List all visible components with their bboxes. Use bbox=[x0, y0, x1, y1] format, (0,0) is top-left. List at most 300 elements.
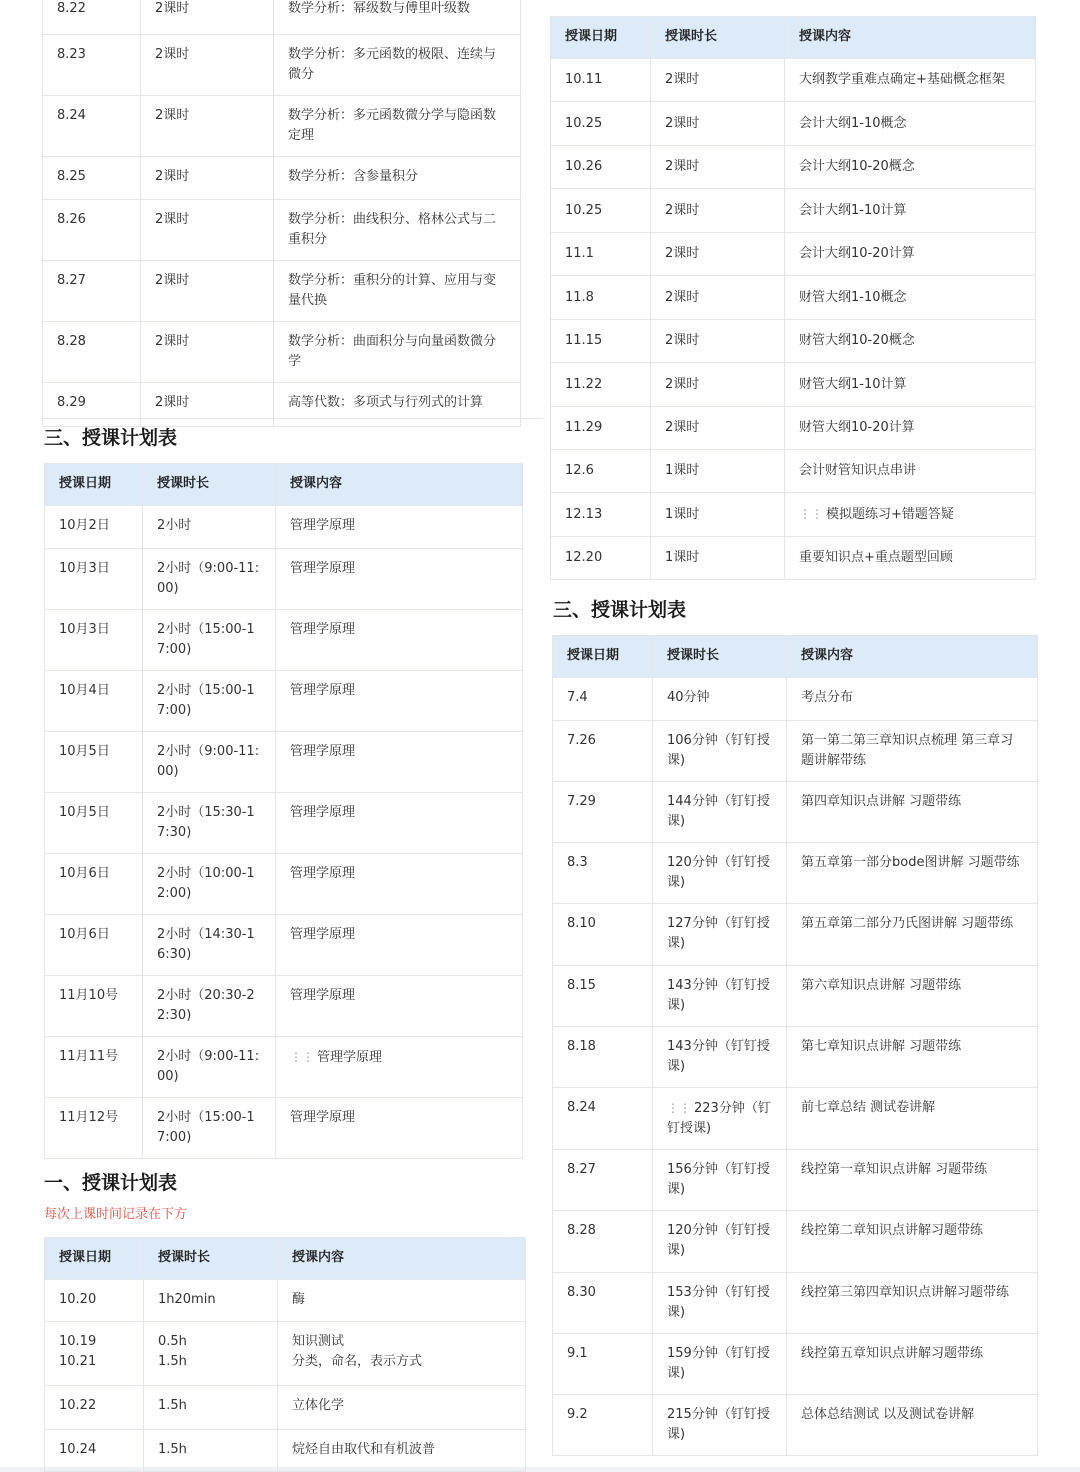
cell-content bbox=[785, 233, 1036, 276]
cell-text: 1课时 bbox=[665, 550, 700, 565]
table-row bbox=[553, 1150, 1038, 1211]
cell-text: 2课时 bbox=[155, 212, 190, 227]
cell-text: 总体总结测试 以及测试卷讲解 bbox=[801, 1407, 975, 1422]
cell-text: 分类，命名，表示方式 bbox=[292, 1354, 423, 1369]
cell-hours bbox=[653, 1150, 787, 1211]
cell-text: 数学分析：曲面积分与向量函数微分学 bbox=[288, 334, 497, 369]
cell-text: 9.1 bbox=[567, 1346, 588, 1361]
cell-text: 管理学原理 bbox=[290, 744, 356, 759]
cell-hours bbox=[143, 549, 276, 610]
cell-text: 立体化学 bbox=[292, 1398, 345, 1413]
cell-text: 线控第一章知识点讲解 习题带练 bbox=[801, 1162, 988, 1177]
cell-content bbox=[276, 793, 523, 854]
cell-text: 2小时（15:00-17:00) bbox=[157, 683, 255, 718]
cell-hours bbox=[143, 671, 276, 732]
cell-date bbox=[45, 793, 143, 854]
table-row bbox=[45, 976, 523, 1037]
cell-text: 会计财管知识点串讲 bbox=[799, 463, 917, 478]
cell-hours bbox=[651, 407, 785, 450]
header-date: 授课日期 bbox=[45, 464, 143, 506]
right-column bbox=[545, 0, 1080, 1467]
cell-date bbox=[551, 146, 651, 189]
cell-text: 会计大纲10-20概念 bbox=[799, 159, 915, 174]
cell-text: 数学分析：含参量积分 bbox=[288, 169, 419, 184]
cell-text: 7.29 bbox=[567, 794, 596, 809]
cell-content bbox=[276, 732, 523, 793]
cell-text: 会计大纲1-10计算 bbox=[799, 202, 907, 218]
cell-text: 10月5日 bbox=[59, 805, 110, 820]
cell-content bbox=[787, 1211, 1038, 1273]
cell-text: 财管大纲1-10计算 bbox=[799, 376, 907, 392]
cell-text: 10月5日 bbox=[59, 744, 110, 759]
table-row bbox=[551, 407, 1036, 450]
cell-text: 2小时（15:30-17:30) bbox=[157, 805, 255, 840]
table-row bbox=[45, 732, 523, 793]
cell-text: 第五章第一部分bode图讲解 习题带练 bbox=[801, 855, 1020, 870]
cell-text: 10月6日 bbox=[59, 866, 110, 881]
cell-hours bbox=[651, 320, 785, 363]
cell-content bbox=[785, 189, 1036, 233]
cell-text: 2小时（9:00-11:00) bbox=[157, 744, 260, 779]
cell-date bbox=[45, 1386, 144, 1430]
cell-text: 2小时（9:00-11:00) bbox=[157, 1049, 260, 1084]
cell-date bbox=[45, 506, 143, 549]
drag-handle-icon[interactable]: ⋮⋮ bbox=[799, 507, 823, 521]
cell-text: 12.6 bbox=[565, 463, 594, 478]
cell-date bbox=[553, 1395, 653, 1456]
cell-text: 2课时 bbox=[155, 1, 190, 16]
section-note: 每次上课时间记录在下方 bbox=[44, 1207, 188, 1222]
cell-hours bbox=[141, 157, 274, 200]
table-row bbox=[553, 904, 1038, 966]
cell-date bbox=[45, 1037, 143, 1098]
cell-content bbox=[276, 1037, 523, 1098]
cell-text: 223分钟（钉钉授课) bbox=[667, 1101, 771, 1136]
cell-text: 11.29 bbox=[565, 420, 603, 435]
cell-hours bbox=[651, 493, 785, 537]
cell-content bbox=[787, 1334, 1038, 1395]
cell-text: 159分钟（钉钉授课) bbox=[667, 1346, 770, 1381]
cell-text: 酶 bbox=[292, 1292, 306, 1307]
cell-hours bbox=[653, 782, 787, 843]
schedule-table-management bbox=[44, 463, 523, 1159]
cell-date bbox=[553, 1150, 653, 1211]
header-date: 授课日期 bbox=[551, 17, 651, 59]
cell-text: 财管大纲10-20计算 bbox=[799, 420, 915, 435]
cell-text: 线控第三第四章知识点讲解习题带练 bbox=[801, 1285, 1010, 1300]
cell-hours bbox=[651, 102, 785, 146]
cell-date bbox=[43, 35, 141, 96]
cell-date bbox=[45, 915, 143, 976]
cell-date bbox=[553, 1027, 653, 1088]
cell-text: 管理学原理 bbox=[317, 1050, 383, 1065]
cell-text: 第一第二第三章知识点梳理 第三章习题讲解带练 bbox=[801, 733, 1014, 768]
cell-hours bbox=[653, 904, 787, 966]
cell-hours bbox=[653, 1395, 787, 1456]
cell-text: 前七章总结 测试卷讲解 bbox=[801, 1100, 936, 1115]
cell-date bbox=[43, 383, 141, 427]
cell-text: 8.29 bbox=[57, 395, 86, 410]
cell-text: 数学分析：幂级数与傅里叶级数 bbox=[288, 1, 471, 16]
cell-text: 2课时 bbox=[665, 159, 700, 174]
cell-date bbox=[551, 493, 651, 537]
cell-content bbox=[785, 407, 1036, 450]
cell-hours bbox=[651, 233, 785, 276]
cell-text: 8.22 bbox=[57, 1, 86, 16]
cell-text: 11.1 bbox=[565, 246, 594, 261]
cell-text: 0.5h bbox=[158, 1334, 187, 1349]
table-row bbox=[553, 1273, 1038, 1334]
cell-text: 线控第二章知识点讲解习题带练 bbox=[801, 1223, 984, 1238]
cell-text: 数学分析：重积分的计算、应用与变量代换 bbox=[288, 273, 497, 308]
table-row bbox=[553, 966, 1038, 1027]
cell-text: 第四章知识点讲解 习题带练 bbox=[801, 794, 962, 809]
cell-text: 10月2日 bbox=[59, 518, 110, 533]
table-row bbox=[45, 506, 523, 549]
table-row bbox=[43, 157, 521, 200]
cell-hours bbox=[651, 146, 785, 189]
cell-text: 8.28 bbox=[57, 334, 86, 349]
cell-text: 106分钟（钉钉授课) bbox=[667, 733, 770, 768]
cell-hours bbox=[141, 96, 274, 157]
cell-hours bbox=[143, 793, 276, 854]
cell-text: 第五章第二部分乃氏图讲解 习题带练 bbox=[801, 916, 1014, 931]
cell-hours bbox=[651, 537, 785, 580]
cell-date bbox=[45, 610, 143, 671]
cell-date bbox=[45, 1430, 144, 1472]
cell-text: 1课时 bbox=[665, 506, 700, 522]
cell-content bbox=[276, 671, 523, 732]
cell-content bbox=[276, 610, 523, 671]
cell-date bbox=[553, 1088, 653, 1150]
cell-date bbox=[551, 59, 651, 102]
cell-text: 120分钟（钉钉授课) bbox=[667, 1223, 770, 1258]
cell-text: 线控第五章知识点讲解习题带练 bbox=[801, 1346, 984, 1361]
header-content: 授课内容 bbox=[785, 17, 1036, 59]
cell-text: 8.3 bbox=[567, 855, 588, 870]
cell-text: 7.4 bbox=[567, 690, 588, 705]
cell-text: 2小时 bbox=[157, 518, 192, 533]
section-title-right-2: 三、授课计划表 bbox=[553, 599, 687, 621]
cell-text: 10.24 bbox=[59, 1442, 97, 1457]
cell-text: 143分钟（钉钉授课) bbox=[667, 978, 770, 1013]
cell-text: 8.10 bbox=[567, 916, 596, 931]
cell-text: 11.8 bbox=[565, 289, 594, 305]
table-row bbox=[45, 1386, 526, 1430]
cell-text: 10月3日 bbox=[59, 622, 110, 637]
table-row bbox=[551, 537, 1036, 580]
table-row bbox=[553, 1088, 1038, 1150]
header-content: 授课内容 bbox=[787, 636, 1038, 678]
cell-text: 第七章知识点讲解 习题带练 bbox=[801, 1039, 962, 1054]
cell-text: 10.25 bbox=[565, 202, 603, 218]
cell-text: 数学分析：多元函数的极限、连续与微分 bbox=[288, 47, 497, 82]
cell-date bbox=[45, 1322, 144, 1386]
cell-text: 1h20min bbox=[158, 1292, 216, 1307]
cell-text: 2课时 bbox=[155, 273, 190, 288]
cell-date bbox=[551, 537, 651, 580]
cell-text: 8.23 bbox=[57, 47, 86, 62]
cell-text: 1课时 bbox=[665, 463, 700, 478]
cell-content bbox=[785, 320, 1036, 363]
table-row bbox=[551, 320, 1036, 363]
cell-hours bbox=[651, 189, 785, 233]
cell-text: 10月6日 bbox=[59, 927, 110, 942]
cell-content bbox=[278, 1386, 526, 1430]
table-row bbox=[45, 793, 523, 854]
cell-content bbox=[787, 678, 1038, 721]
cell-text: 2课时 bbox=[155, 108, 190, 123]
cell-date bbox=[553, 782, 653, 843]
cell-date bbox=[553, 1334, 653, 1395]
cell-text: 数学分析：多元函数微分学与隐函数定理 bbox=[288, 108, 497, 143]
cell-date bbox=[43, 0, 141, 35]
cell-hours bbox=[653, 1027, 787, 1088]
cell-text: 管理学原理 bbox=[290, 518, 356, 533]
cell-content bbox=[787, 1027, 1038, 1088]
cell-text: 2小时（9:00-11:00) bbox=[157, 561, 260, 596]
cell-date bbox=[43, 261, 141, 322]
cell-hours bbox=[143, 610, 276, 671]
cell-hours bbox=[141, 0, 274, 35]
cell-text: 2小时（14:30-16:30) bbox=[157, 927, 255, 962]
schedule-table-control bbox=[552, 635, 1038, 1456]
cell-content bbox=[274, 96, 521, 157]
table-row bbox=[43, 200, 521, 261]
cell-text: 2课时 bbox=[155, 395, 190, 410]
cell-text: 2课时 bbox=[665, 420, 700, 435]
cell-text: 8.18 bbox=[567, 1039, 596, 1054]
cell-content bbox=[276, 915, 523, 976]
cell-text: 2小时（15:00-17:00) bbox=[157, 1110, 255, 1145]
cell-text: 重要知识点+重点题型回顾 bbox=[799, 550, 953, 565]
cell-text: 财管大纲10-20概念 bbox=[799, 333, 915, 348]
cell-hours bbox=[651, 276, 785, 320]
cell-content bbox=[785, 450, 1036, 493]
cell-date bbox=[551, 407, 651, 450]
cell-hours bbox=[143, 915, 276, 976]
cell-content bbox=[274, 200, 521, 261]
cell-text: 40分钟 bbox=[667, 690, 710, 705]
table-row bbox=[553, 782, 1038, 843]
table-row bbox=[553, 843, 1038, 904]
cell-text: 7.26 bbox=[567, 733, 596, 748]
section-title-left-2: 三、授课计划表 bbox=[44, 427, 178, 449]
table-row bbox=[45, 1037, 523, 1098]
cell-text: 11.22 bbox=[565, 376, 603, 392]
header-date: 授课日期 bbox=[553, 636, 653, 678]
cell-text: 2课时 bbox=[665, 72, 700, 87]
cell-date bbox=[43, 96, 141, 157]
cell-content bbox=[276, 854, 523, 915]
cell-text: 8.26 bbox=[57, 212, 86, 227]
cell-date bbox=[45, 854, 143, 915]
section-title-left-3: 一、授课计划表 bbox=[44, 1172, 178, 1194]
cell-text: 8.27 bbox=[57, 273, 86, 288]
cell-date bbox=[551, 276, 651, 320]
schedule-table-accounting bbox=[550, 16, 1036, 580]
cell-content bbox=[276, 506, 523, 549]
table-row bbox=[43, 261, 521, 322]
cell-date bbox=[45, 1098, 143, 1159]
cell-content bbox=[787, 1273, 1038, 1334]
cell-text: 10.20 bbox=[59, 1292, 97, 1307]
cell-date bbox=[43, 157, 141, 200]
table-row bbox=[551, 189, 1036, 233]
cell-date bbox=[45, 732, 143, 793]
cell-text: 管理学原理 bbox=[290, 866, 356, 881]
cell-text: 2课时 bbox=[665, 246, 700, 261]
table-row bbox=[45, 915, 523, 976]
cell-text: 12.20 bbox=[565, 550, 603, 565]
cell-content bbox=[787, 1150, 1038, 1211]
cell-hours bbox=[651, 450, 785, 493]
cell-text: 知识测试 bbox=[292, 1334, 345, 1349]
cell-text: 153分钟（钉钉授课) bbox=[667, 1285, 770, 1320]
cell-hours bbox=[651, 363, 785, 407]
cell-text: 2小时（10:00-12:00) bbox=[157, 866, 255, 901]
cell-hours bbox=[653, 1334, 787, 1395]
table-row bbox=[551, 59, 1036, 102]
cell-text: 数学分析：曲线积分、格林公式与二重积分 bbox=[288, 212, 497, 247]
cell-hours bbox=[143, 1098, 276, 1159]
cell-hours bbox=[651, 59, 785, 102]
cell-content bbox=[274, 261, 521, 322]
table-row bbox=[551, 146, 1036, 189]
cell-text: 2课时 bbox=[665, 376, 700, 392]
schedule-table-math bbox=[42, 0, 521, 427]
cell-text: 管理学原理 bbox=[290, 927, 356, 942]
cell-content bbox=[787, 966, 1038, 1027]
cell-text: 管理学原理 bbox=[290, 622, 356, 637]
cell-date bbox=[553, 843, 653, 904]
table-row bbox=[551, 102, 1036, 146]
cell-content bbox=[785, 493, 1036, 537]
cell-text: 2小时（20:30-22:30) bbox=[157, 988, 255, 1023]
cell-hours bbox=[653, 1273, 787, 1334]
cell-text: 10.22 bbox=[59, 1398, 97, 1413]
cell-text: 10.11 bbox=[565, 72, 603, 87]
cell-content bbox=[274, 0, 521, 35]
table-row bbox=[553, 1211, 1038, 1273]
table-row bbox=[43, 35, 521, 96]
cell-hours bbox=[143, 506, 276, 549]
cell-text: 高等代数：多项式与行列式的计算 bbox=[288, 395, 484, 410]
table-row bbox=[551, 276, 1036, 320]
cell-text: 2小时（15:00-17:00) bbox=[157, 622, 255, 657]
table-row bbox=[43, 0, 521, 35]
cell-date bbox=[45, 549, 143, 610]
cell-date bbox=[43, 322, 141, 383]
cell-text: 2课时 bbox=[155, 169, 190, 184]
cell-hours bbox=[653, 721, 787, 782]
cell-hours bbox=[143, 732, 276, 793]
cell-text: 大纲教学重难点确定+基础概念框架 bbox=[799, 72, 1005, 87]
cell-text: 考点分布 bbox=[801, 690, 854, 705]
cell-date bbox=[551, 363, 651, 407]
cell-date bbox=[553, 721, 653, 782]
cell-text: 烷烃自由取代和有机波普 bbox=[292, 1442, 436, 1457]
cell-text: 11月10号 bbox=[59, 988, 119, 1003]
cell-date bbox=[45, 671, 143, 732]
table-row bbox=[553, 1334, 1038, 1395]
cell-content bbox=[787, 782, 1038, 843]
cell-hours bbox=[653, 1211, 787, 1273]
cell-date bbox=[551, 450, 651, 493]
cell-content bbox=[785, 276, 1036, 320]
table-row bbox=[45, 1322, 526, 1386]
cell-hours bbox=[144, 1386, 278, 1430]
cell-text: 管理学原理 bbox=[290, 1110, 356, 1125]
cell-text: 2课时 bbox=[155, 334, 190, 349]
drag-handle-icon[interactable]: ⋮⋮ bbox=[290, 1050, 314, 1064]
cell-text: 10月4日 bbox=[59, 683, 110, 698]
cell-text: 11月12号 bbox=[59, 1110, 119, 1125]
cell-hours bbox=[653, 966, 787, 1027]
cell-text: 会计大纲10-20计算 bbox=[799, 246, 915, 261]
cell-content bbox=[787, 721, 1038, 782]
cell-text: 2课时 bbox=[665, 289, 700, 305]
cell-text: 10.19 bbox=[59, 1334, 97, 1349]
cell-text: 8.24 bbox=[567, 1100, 596, 1115]
cell-hours bbox=[143, 976, 276, 1037]
cell-text: 11.15 bbox=[565, 333, 603, 348]
cell-hours bbox=[141, 383, 274, 427]
table-row bbox=[551, 450, 1036, 493]
table-row bbox=[43, 322, 521, 383]
cell-hours bbox=[141, 200, 274, 261]
cell-date bbox=[45, 976, 143, 1037]
cell-text: 会计大纲1-10概念 bbox=[799, 115, 907, 131]
cell-content bbox=[274, 322, 521, 383]
header-hours: 授课时长 bbox=[653, 636, 787, 678]
cell-content bbox=[278, 1322, 526, 1386]
cell-text: 8.24 bbox=[57, 108, 86, 123]
cell-text: 12.13 bbox=[565, 506, 603, 522]
cell-date bbox=[551, 233, 651, 276]
cell-hours bbox=[141, 261, 274, 322]
cell-content bbox=[785, 102, 1036, 146]
cell-text: 8.27 bbox=[567, 1162, 596, 1177]
drag-handle-icon[interactable]: ⋮⋮ bbox=[667, 1101, 691, 1115]
cell-text: 127分钟（钉钉授课) bbox=[667, 916, 770, 951]
cell-hours bbox=[141, 35, 274, 96]
cell-content bbox=[274, 35, 521, 96]
cell-content bbox=[787, 904, 1038, 966]
cell-text: 10.26 bbox=[565, 159, 603, 174]
cell-hours bbox=[653, 678, 787, 721]
cell-date bbox=[553, 1273, 653, 1334]
cell-text: 9.2 bbox=[567, 1407, 588, 1422]
cell-text: 144分钟（钉钉授课) bbox=[667, 794, 770, 829]
header-hours: 授课时长 bbox=[144, 1238, 278, 1280]
table-row bbox=[45, 610, 523, 671]
cell-date bbox=[553, 1211, 653, 1273]
cell-text: 2课时 bbox=[665, 202, 700, 218]
cell-date bbox=[551, 189, 651, 233]
table-row bbox=[45, 671, 523, 732]
cell-text: 管理学原理 bbox=[290, 683, 356, 698]
table-row bbox=[45, 1280, 526, 1322]
cell-text: 管理学原理 bbox=[290, 988, 356, 1003]
cell-content bbox=[787, 1088, 1038, 1150]
table-row bbox=[45, 549, 523, 610]
table-row bbox=[553, 1395, 1038, 1456]
cell-hours bbox=[653, 843, 787, 904]
cell-text: 第六章知识点讲解 习题带练 bbox=[801, 978, 962, 993]
cell-text: 2课时 bbox=[665, 115, 700, 131]
cell-hours bbox=[144, 1322, 278, 1386]
